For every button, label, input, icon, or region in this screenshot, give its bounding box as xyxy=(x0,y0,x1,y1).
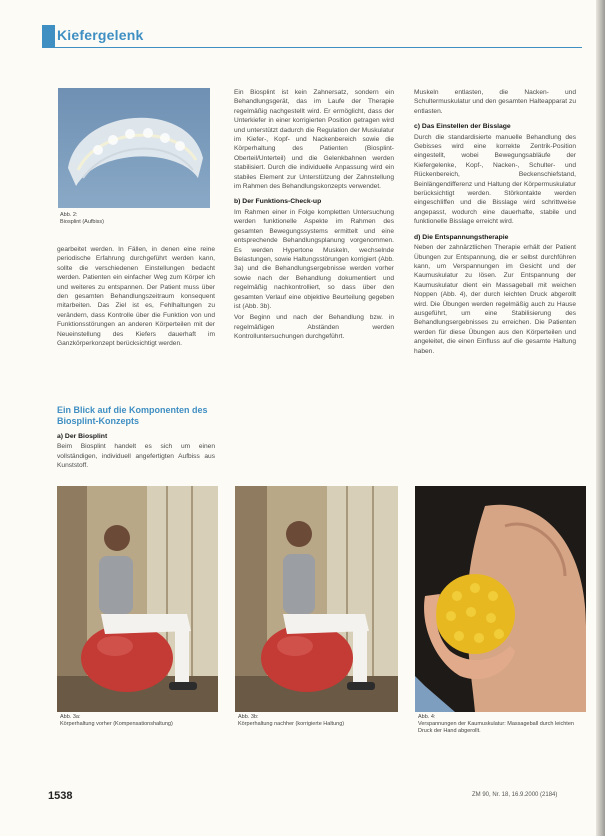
figure-3a-posture-before-photo xyxy=(57,486,218,712)
column-1 xyxy=(57,245,215,395)
figure-4-caption xyxy=(418,714,578,735)
figure-4-massage-ball-photo xyxy=(415,486,586,712)
figure-3b-caption xyxy=(238,714,398,728)
figure-3b-posture-after-photo xyxy=(235,486,398,712)
subheading-c: c) Das Einstellen der Bisslage xyxy=(414,123,511,131)
column-3-para-3: Neben der zahnärztlichen Therapie erhält der Patient Übungen zur Entspannung, die er selbst durchführen kann, um Verspannungen im Gesicht und der Kaumuskulatur zu lösen. Zur Entspannung der Kaumuskulatur dient ein Massageball mit weichen Noppen (Abb. 4), der durch leichten Druck abgerollt wird. Die Übungen werden regelmäßig auch zu Hause ausgeführt, um eine Stabilisierung des Behandlungsergebnisses zu erreichen. Die Patienten werden für diese Übungen aus den Körperteilen und angeleitet, die einen Einfluss auf die gesamte Haltung haben. xyxy=(414,244,576,355)
column-3-para-2: Durch die standardisierte manuelle Behandlung des Gebisses wird eine korrekte Zentrik-Position eingestellt, wobei Bewegungsabläufe der Kiefergelenke, Kopf-, Nacken-, Schulter- und Rückenbereich, Beckenschiefstand, Beinlängendifferenz und Haltung der Körpermuskulatur berücksichtigt werden. Störkontakte werden eingeschliffen und die Bisslage wird schrittweise angepasst, wodurch eine dauerhafte, stabile und funktionelle Bisslage erreicht wird. xyxy=(414,133,576,226)
page-header xyxy=(42,25,582,47)
section-title: Kiefergelenk xyxy=(57,27,144,43)
subsection-a-body: Beim Biosplint handelt es sich um einen vollständigen, individuell angefertigten Aufbiss aus Kunststoff. xyxy=(57,443,215,470)
figure-3b-label: Abb. 3b: xyxy=(238,714,259,720)
subheading-b: b) Der Funktions-Check-up xyxy=(234,198,322,206)
column-1-lower xyxy=(57,432,215,472)
figure-3b-text: Körperhaltung nachher (korrigierte Haltung) xyxy=(238,721,345,727)
column-2-para-2: Im Rahmen einer in Folge kompletten Untersuchung werden funktionelle Aspekte im Rahmen des gesamten Bewegungssystems ermittelt und eine entsprechende Behandlungsplanung vorgenommen. Es werden Hypertone Muskeln, wechselnde Belastungen, sowie Haltungsstörungen korrigiert (Abb. 3a) und die Behandlungsergebnisse werden vorher sowie nach der Behandlung dokumentiert und regelmäßig nachkontrolliert, so dass über den gesamten Verlauf eine objektive Beurteilung gegeben ist (Abb. 3b). xyxy=(234,208,394,310)
subheading-d: d) Die Entspannungstherapie xyxy=(414,233,509,241)
section-heading: Ein Blick auf die Komponenten des Biosplint-Konzepts xyxy=(57,405,208,426)
column-2-para-1: Ein Biosplint ist kein Zahnersatz, sondern ein Behandlungsgerät, das im Laufe der Therapie regelmäßig nachgestellt wird. Er ermöglicht, dass der Unterkiefer in einer korrigierten Position getragen wird und unterstützt dadurch die Regulation der Muskulatur im Kiefer-, Kopf- und Nackenbereich sowie die Körperhaltung des Patienten (Biosplint-Oberteil/Unterteil) und die Gelenkbahnen werden stabilisiert. Durch die individuelle Anpassung wird ein stabiles Element zur Unterstützung der Zahnstellung im Rahmen des Behandlungskonzepts verwendet. xyxy=(234,89,394,191)
figure-2-caption xyxy=(60,212,210,226)
scan-edge xyxy=(596,0,605,836)
journal-reference: ZM 90, Nr. 18, 16.9.2000 (2184) xyxy=(472,792,558,798)
figure-2-splint-photo xyxy=(58,88,210,208)
figure-3a-text: Körperhaltung vorher (Kompensationshaltung) xyxy=(60,721,173,727)
figure-4-text: Verspannungen der Kaumuskulatur: Massageball durch leichten Druck der Hand abgerollt. xyxy=(418,721,574,734)
figure-4-label: Abb. 4: xyxy=(418,714,436,720)
page-number: 1538 xyxy=(48,790,73,802)
figure-2-text: Biosplint (Aufbiss) xyxy=(60,219,105,225)
subheading-a: a) Der Biosplint xyxy=(57,433,108,440)
column-2-para-3: Vor Beginn und nach der Behandlung bzw. in regelmäßigen Abständen werden Kontrolluntersuchungen durchgeführt. xyxy=(234,314,394,341)
figure-3a-label: Abb. 3a: xyxy=(60,714,81,720)
header-rule xyxy=(42,47,582,48)
figure-2-label: Abb. 2: xyxy=(60,212,78,218)
column-2 xyxy=(234,88,394,478)
figure-3a-caption xyxy=(60,714,218,728)
column-1-body: gearbeitet werden. In Fällen, in denen eine reine periodische Erfahrung durchgeführt werden kann, sollte die verschiedenen Einstellungen bedacht werden. Patienten ein einfacher Weg zum Körper ich und weiteres zu entspannen. Der Patient muss über den gesamten Behandlungszeitraum konsequent mitarbeiten. Das Ziel ist es, Fehlhaltungen zu verändern, dass Kontrolle über die Funktion von und Funktionsstörungen an anderen Körperteilen mit der Neueinstellung des Kiefers dauerhaft im Ganzkörperkonzept berücksichtigt werden. xyxy=(57,246,215,348)
column-3-para-1: Muskeln entlasten, die Nacken- und Schultermuskulatur und den gesamten Halteapparat zu entlasten. xyxy=(414,89,576,115)
header-accent-bar xyxy=(42,25,55,47)
column-3 xyxy=(414,88,576,478)
